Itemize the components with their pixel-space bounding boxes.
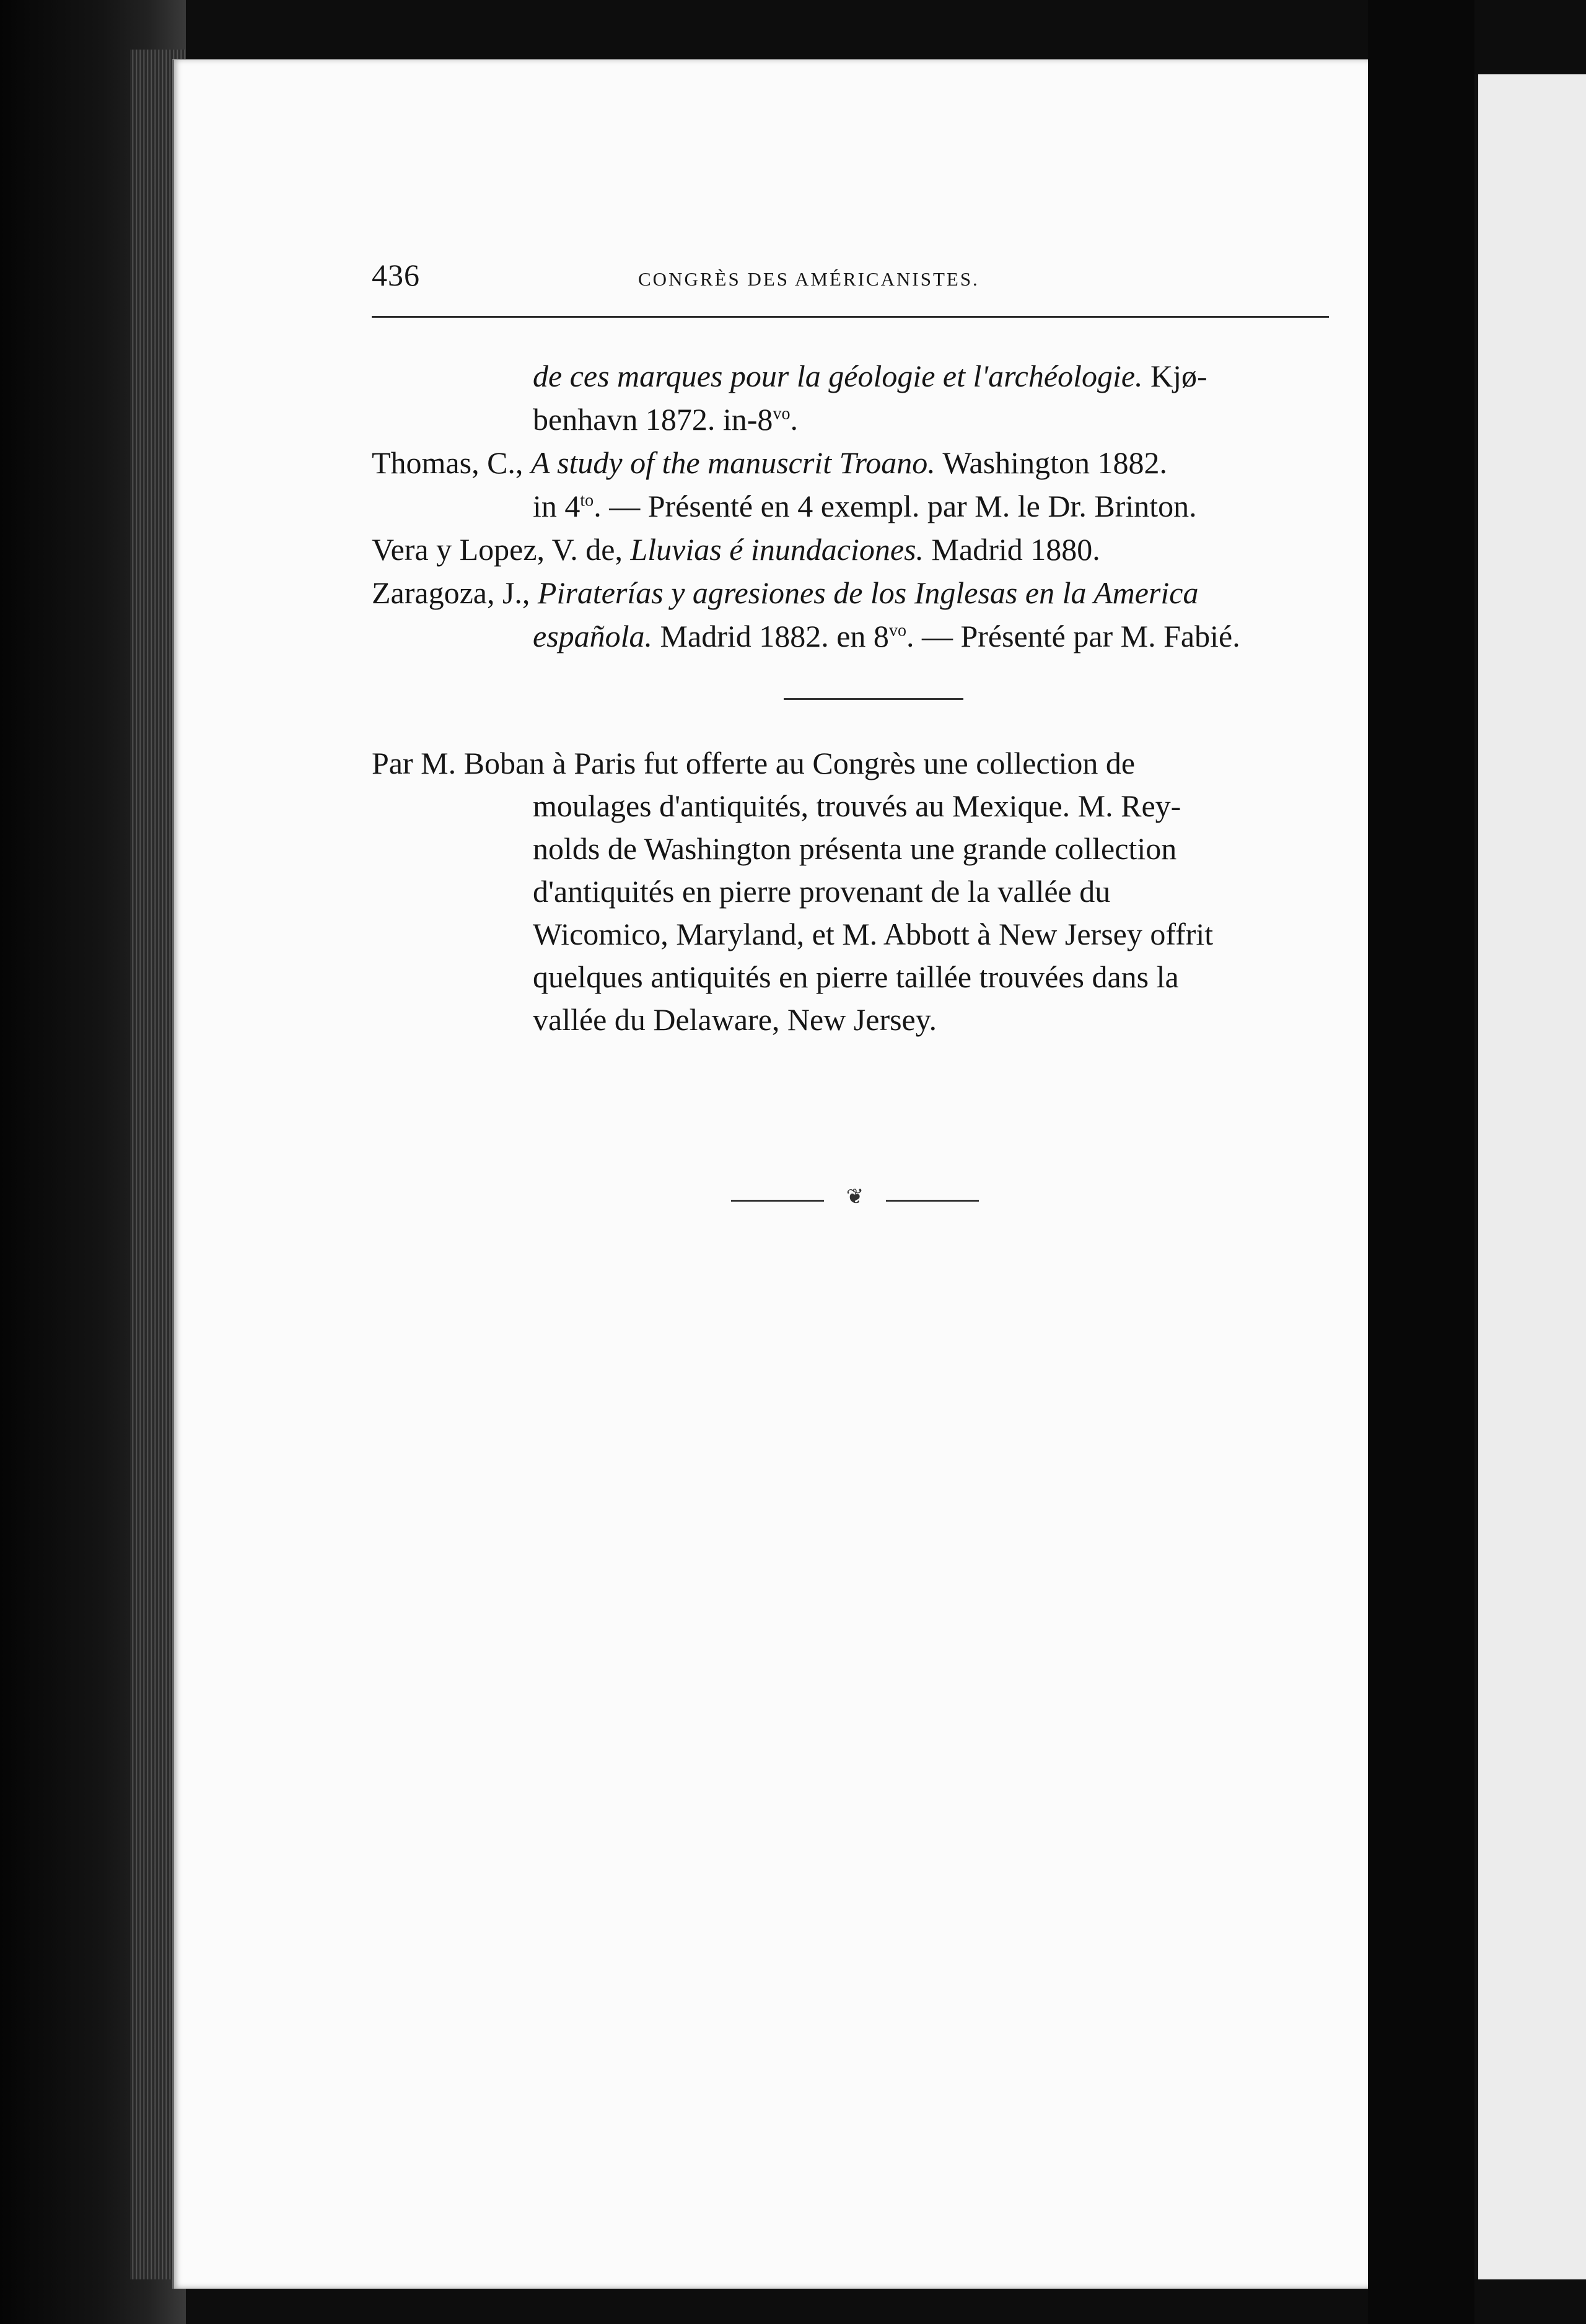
book-gutter bbox=[1368, 0, 1474, 2324]
fleuron-icon: ❦ bbox=[846, 1186, 864, 1208]
running-title: CONGRÈS DES AMÉRICANISTES. bbox=[638, 268, 979, 290]
bib-author: Thomas, C., bbox=[372, 445, 531, 480]
bib-text: in 4 bbox=[533, 489, 581, 523]
bib-superscript: vo bbox=[888, 621, 906, 640]
paragraph-line: Wicomico, Maryland, et M. Abbott à New Jersey offrit bbox=[533, 917, 1214, 951]
ornament-rule-left bbox=[731, 1200, 824, 1202]
donation-paragraph bbox=[372, 742, 1338, 1041]
bib-title: española. bbox=[533, 619, 653, 653]
bibliography-list bbox=[372, 354, 1338, 658]
bib-text: Kjø- bbox=[1142, 359, 1207, 393]
bib-author: Vera y Lopez, V. de, bbox=[372, 532, 631, 567]
bib-line bbox=[372, 354, 1338, 398]
bib-superscript: to bbox=[580, 491, 594, 510]
facing-page-strip bbox=[1474, 74, 1586, 2279]
paragraph-line: vallée du Delaware, New Jersey. bbox=[533, 1002, 937, 1037]
bib-line bbox=[372, 398, 1338, 441]
bib-superscript: vo bbox=[773, 404, 791, 424]
bib-title: Lluvias é inundaciones. bbox=[630, 532, 924, 567]
running-head bbox=[372, 251, 1329, 307]
header-rule bbox=[372, 316, 1329, 318]
bib-text: . — Présenté par M. Fabié. bbox=[906, 619, 1240, 653]
paragraph-line: d'antiquités en pierre provenant de la vallée du bbox=[533, 874, 1111, 909]
bib-text: benhavn 1872. in-8 bbox=[533, 402, 773, 437]
bib-line bbox=[372, 484, 1338, 528]
end-ornament bbox=[731, 1188, 979, 1213]
paragraph-line: moulages d'antiquités, trouvés au Mexique. M. Rey- bbox=[533, 788, 1181, 823]
bib-text: Madrid 1880. bbox=[924, 532, 1100, 567]
bib-text: Madrid 1882. en 8 bbox=[652, 619, 889, 653]
bib-entry-thomas bbox=[372, 441, 1338, 484]
ornament-rule-right bbox=[886, 1200, 979, 1202]
bib-entry-zaragoza bbox=[372, 571, 1338, 614]
bib-title: A study of the manuscrit Troano. bbox=[530, 445, 935, 480]
page-number: 436 bbox=[372, 258, 420, 292]
bib-text: Washington 1882. bbox=[935, 445, 1167, 480]
paragraph-line: Par M. Boban à Paris fut offerte au Congrès une collection de bbox=[372, 746, 1136, 780]
bib-entry-vera bbox=[372, 528, 1338, 571]
bib-text: . bbox=[790, 402, 798, 437]
paragraph-line: nolds de Washington présenta une grande collection bbox=[533, 831, 1177, 866]
paragraph-line: quelques antiquités en pierre taillée trouvées dans la bbox=[533, 959, 1179, 994]
bib-line bbox=[372, 614, 1338, 658]
bib-text: . — Présenté en 4 exempl. par M. le Dr. Brinton. bbox=[594, 489, 1197, 523]
bib-title: de ces marques pour la géologie et l'archéologie. bbox=[533, 359, 1143, 393]
bib-author: Zaragoza, J., bbox=[372, 575, 538, 610]
bib-title: Piraterías y agresiones de los Inglesas en la America bbox=[537, 575, 1199, 610]
section-divider bbox=[784, 698, 963, 700]
